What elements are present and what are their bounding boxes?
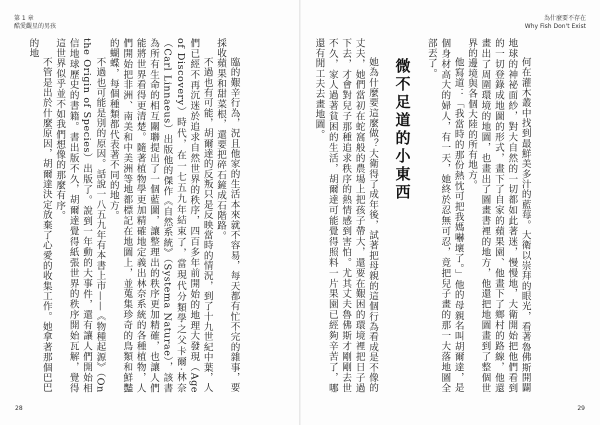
book-title-chinese: 為什麼要不存在 [543,15,586,22]
book-gutter [299,0,301,425]
left-running-header [14,15,56,31]
chapter-number: 第 1 章 [14,15,34,22]
left-page [26,38,288,393]
left-page-number: 28 [15,405,23,412]
paragraph: 不過也可能是別的原因。話說一八五九年有本書上市——《物種起源》（On the Origin of Species）出版了。說到一年動的大事件，還有讓人們開始相信地球歷史的書籍。書出版不久，胡爾達覺得紙張世界的秩序開始瓦解，覺得這世界似乎並不如我們想像的那麼有序。 [54,38,106,393]
paragraph: 他寫道：「我當時的那份熱忱可把我媽嚇壞了。」他的母親名叫胡爾達，是個身材高大的婦人，有一天，她終於忍無可忍，竟把兒子畫的那一大落地圖全部丟了。 [425,38,464,393]
chapter-title: 酷愛觀星的男孩 [14,23,57,30]
left-page-body [26,38,241,393]
paragraph: 臨的艱辛行為，況且他家的生活本來就不容易，每天都有忙不完的雜事，要採收蘋果和甜菜根，還要把碎石鏟成石階路。 [215,38,240,393]
right-page-number: 29 [577,405,585,412]
section-heading: 微不足道的小東西 [393,58,412,202]
right-page [312,38,574,393]
paragraph: 不管是出於什麼原因，胡爾達決定放棄了心愛的收集工作。她拿著那個巴巴的地 [27,38,52,393]
paragraph: 何在灌木叢中找到最鮮美多汁的藍莓。大衛以崇拜的眼光，看著魯佛斯開闢地球的神祕面紗，對大自然的一切都如此著迷，慢慢地，大衛開始把他們看到的一切登錄成地圖的形式，畫下了自家的蘋果園、他畫下了鄉村的路線，他還畫出了周圍環境的地圖，也畫出了圖畫書裡的地方，他還把地圖畫到了整個世界的邊境與各個大陸的所有地方。 [466,38,531,393]
paragraph: 她為什麼要這麼做？大衛得了成年後，試著把母親的這個行為看成是不像的丈夫，她們當初在蛇窩般的農場上把孩子帶大，還要在艱困的環境裡把日子過下去，才會對兒子那種追求秩序的熱情感到害怕。尤其丈夫魯佛斯才剛剛去世不久，家人過著貧困的生活，胡爾達可能覺得照料一片果園已經夠辛苦了，哪還有閒工夫去畫地圖。 [313,38,379,393]
paragraph: 不過也有可能，胡爾達的反叛只是反映當時的情況，到了十九世紀中葉，人們已經不再沉迷於追求自然世界的秩序，四百多年前開始的地理大發現（Age of Discovery）時代，在一七五九年結束了，當現代分類學之父卡爾‧林奈（Carl Linnaeus）出版他的傑作《自然系統》（Systema Naturae），該書為所有生命的相互關聯提出了一個藍圖，讓整理出的秩序更加精確，也讓人們能將世界看得更清楚。隨著植物學更加精確地定義出林奈系統的各種植物，人們開始把非洲、南美和中美洲等地都標記在地圖上，並蒐集珍奇的鳥類和鮮豔的蝴蝶，每個種類都代表著不同的地方。 [107,38,213,393]
book-title-english: Why Fish Don't Exist [524,23,586,30]
right-running-header [525,15,586,31]
right-page-body [312,38,532,393]
